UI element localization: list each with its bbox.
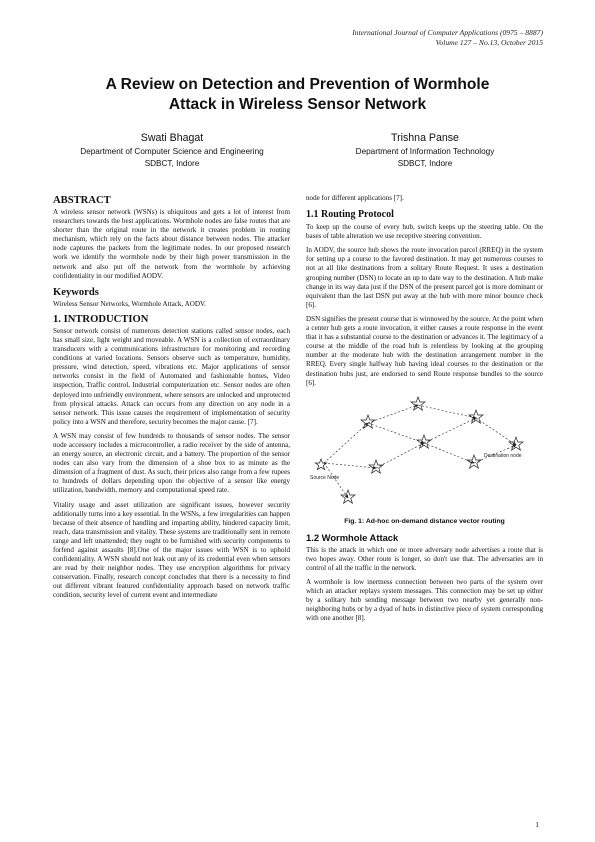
source-node-label: Source Node [310, 474, 340, 481]
node-icon [411, 397, 425, 410]
author-block-1 [52, 131, 292, 170]
author-institution: SDBCT, Indore [397, 159, 453, 168]
source-node-icon [315, 459, 326, 470]
figure-caption: Fig. 1: Ad-hoc on-demand distance vector routing [344, 517, 505, 525]
author-department: Department of Computer Science and Engineering [80, 147, 264, 156]
wormhole-paragraph-1: This is the attack in which one or more adversary node advertises a route that is two hopes away. Other route is longer, so don't use that. The adversaries are in control of all the traffic in the network. [306, 545, 543, 572]
journal-header [352, 28, 543, 48]
aodv-figure [306, 393, 543, 513]
intro-continuation: node for different applications [7]. [306, 194, 404, 202]
node-icon [361, 415, 375, 428]
routing-protocol-heading: 1.1 Routing Protocol [306, 209, 394, 221]
author-name: Trishna Panse [391, 132, 459, 144]
routing-paragraph-2: In AODV, the source hub shows the route invocation parcel (RREQ) in the system for setting up a course to the favored destination. It may get numerous courses to not at all like destinations from a solitary Route Request. It uses a destination grouping number (DSN) to locate an up to date way to the destination. A hub make change in its way data just if the DSN of the present parcel got is more dominant or equivalent than the last DSN put away at the hub with more minor bounce check [6]. [306, 246, 543, 309]
keywords-text: Wireless Sensor Networks, Wormhole Attack, AODV. [53, 299, 206, 308]
paper-title [60, 75, 535, 115]
journal-volume: Volume 127 – No.13, October 2015 [435, 38, 543, 47]
introduction-heading: 1. INTRODUCTION [53, 313, 149, 325]
intro-paragraph-3: Vitality usage and asset utilization are significant issues, however security additionally turns into a key essential. In the WSNs, a few irregularities can happen because of their absence of handling and imparting ability, hindered capacity limit, reach, data transmission and vitality. These systems are traditionally sent in remote range and left unattended; they ought to be furnished with security components to forfend against assaults [8].One of the major issues with WSN is to uphold confidentiality. A WSN should not leak out any of its credential even when sensors are read by their neighbor nodes. They use encryption algorithms for privacy conservation. Finally, research concept concludes that there is a necessity to find out different vibrant featured confidentiality approach based on network traffic condition, security level of current event and intermediate [53, 500, 290, 600]
page-number: 1 [535, 820, 539, 829]
author-block-2 [305, 131, 545, 170]
destination-node-icon [509, 437, 523, 450]
author-department: Department of Information Technology [355, 147, 495, 156]
journal-name: International Journal of Computer Applications (0975 – 8887) [352, 28, 543, 37]
wormhole-attack-heading: 1.2 Wormhole Attack [306, 531, 399, 543]
keywords-heading: Keywords [53, 286, 99, 298]
right-column [306, 194, 543, 628]
node-icon [417, 435, 431, 448]
route-link [476, 418, 516, 445]
intro-paragraph-1: Sensor network consist of numerous detection stations called sensor nodes, each has small size, light weight and moveable. A WSN is a collection of extraordinary transducers with a communications infrastructure for monitoring and recording conditions at varied locations. Sensors observe such as temperature, humidity, pressure, wind detection, speed, vibrations etc. Major applications of sensor networks consist in the field of Automated and fashionable homes, Video inspection, Traffic control, Industrial computerization etc. Sensor nodes are often deployed into unfriendly environment, where sensors are unlocked and unprotected from physical attacks. Attack can occurs from any direction on any node in a sensor network. This issue causes the requirement of implementation of security policy into a WSN and therefore, security becomes the major cause. [7]. [53, 326, 290, 426]
route-link [324, 463, 376, 468]
abstract-heading: ABSTRACT [53, 195, 111, 206]
node-icon [341, 490, 355, 503]
routing-paragraph-3: DSN signifies the present course that is winnowed by the source. At the point when a center hub gets a route invocation, it either causes a route response in the event that it has a substantial course to the destination or advances it. The legitimacy of a course at the middle of the road hub is relentless by looking at the grouping number at the moderate hub with the destination arrangement number in the RREQ. Every single halfway hub having ideal courses to the destination or the destination hubs just, are endorsed to send Route response bundles to the source [6]. [306, 314, 544, 387]
route-link [424, 418, 476, 443]
node-icon [369, 460, 383, 473]
left-column [53, 194, 290, 606]
destination-node-label: Destination node [484, 452, 522, 459]
aodv-diagram [306, 393, 543, 513]
author-institution: SDBCT, Indore [144, 159, 200, 168]
intro-paragraph-2: A WSN may consist of few hundreds to thousands of sensor nodes. The sensor node accessory includes a microcontroller, a radio receiver by the side of antenna, an energy source, an electronic circuit, and a battery. The proportion of the sensor nodes can also vary from the dimension of a shoe box to as minute as the dimension of a fragment of dust. As such, their prices also range from a few rupees to hundreds of dollars depending upon the objective of a sensor like energy utilization, bandwidth, memory and computational speed rate. [53, 431, 290, 495]
author-name: Swati Bhagat [140, 132, 204, 144]
wormhole-paragraph-2: A wormhole is low inertness connection between two parts of the system over which an attacker replays system messages. This connection may be set up either by a solitary hub sending message between two nearby yet generally non-neighboring hubs or by a dyad of hubs in distinctive piece of system corresponding with one another [8]. [306, 577, 543, 623]
route-link [324, 423, 368, 463]
route-link [368, 405, 418, 423]
route-link [418, 405, 476, 418]
routing-paragraph-1: To keep up the course of every hub, switch keeps up the steering table. On the bases of table alteration we use receptive steering convention. [306, 223, 543, 241]
abstract-text: A wireless sensor network (WSNs) is ubiquitous and gets a lot of interest from researchers towards the best applications. Wormhole nodes are false routes that are shorter than the original route in the network it creates problem in routing mechanism, which rely on the facts about distance between nodes. The attacker node captures the packets from the legitimate nodes. In our proposed research work we identify the wormhole node by their high power transmission in the network and also put off the network from the wormhole by achieving confidentiality in our modified AODV. [53, 208, 290, 280]
title-line-2: Attack in Wireless Sensor Network [168, 96, 427, 113]
route-link [376, 443, 424, 468]
node-icon [467, 455, 481, 468]
route-link [368, 423, 424, 443]
title-line-1: A Review on Detection and Prevention of Wormhole [105, 76, 490, 93]
